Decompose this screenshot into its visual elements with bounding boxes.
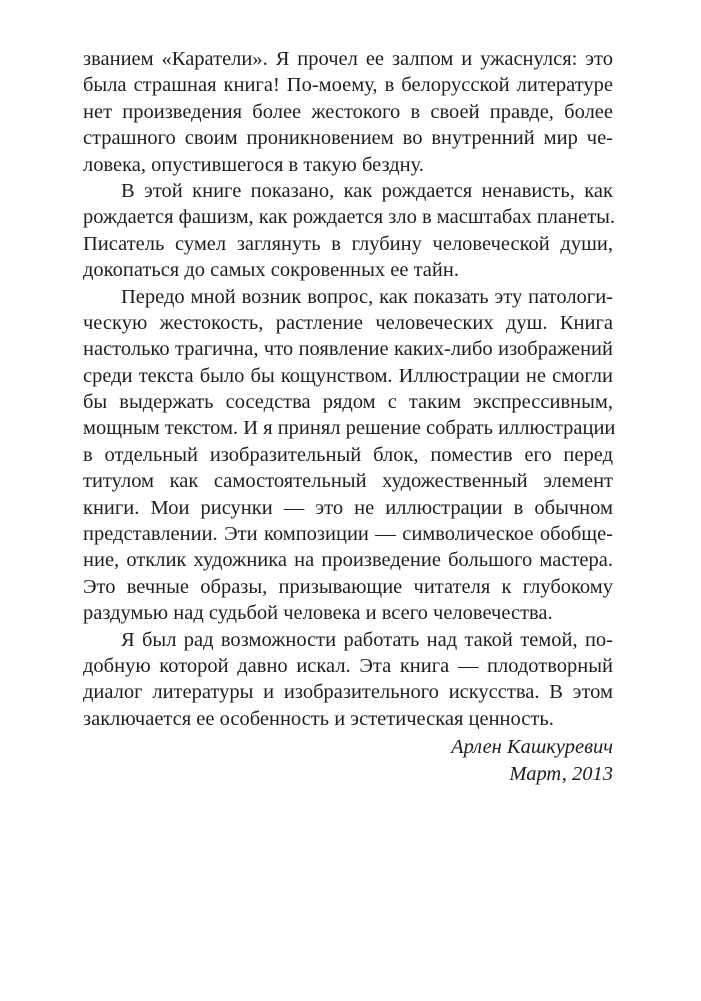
text-line: диалог литературы и изобразительного искусства. В этом: [83, 681, 613, 704]
paragraph-2: [83, 178, 616, 284]
text-line: книги. Мои рисунки — это не иллюстрации в обычном: [83, 496, 613, 519]
text-line: ческую жестокость, растление человеческих душ. Книга: [83, 311, 613, 334]
text-line: Передо мной возник вопрос, как показать эту патологи-: [121, 285, 613, 308]
text-line: была страшная книга! По-моему, в белорусской литературе: [83, 74, 613, 97]
document-page: [83, 46, 616, 785]
text-line: добную которой давно искал. Эта книга — плодотворный: [83, 654, 613, 677]
text-line: настолько трагична, что появление каких-либо изображений: [83, 338, 613, 361]
text-line: мощным текстом. И я принял решение собрать иллюстрации: [83, 417, 616, 440]
signature-name: Арлен Кашкуревич: [451, 736, 613, 758]
text-line: Это вечные образы, призывающие читателя к глубокому: [83, 575, 613, 598]
text-line: представлении. Эти композиции — символическое обобще-: [83, 523, 613, 546]
paragraph-4: [83, 627, 613, 733]
signature-date: Март, 2013: [509, 763, 613, 785]
text-line: титулом как самостоятельный художественный элемент: [83, 470, 613, 493]
text-line: раздумью над судьбой человека и всего человечества.: [83, 602, 553, 625]
text-line: бы выдержать соседства рядом с таким экспрессивным,: [83, 391, 613, 414]
text-line: среди текста было бы кощунством. Иллюстрации не смогли: [83, 364, 613, 387]
paragraph-3: [83, 284, 616, 627]
text-line: Писатель сумел заглянуть в глубину человеческой души,: [83, 232, 613, 255]
paragraph-1: [83, 46, 613, 178]
text-line: В этой книге показано, как рождается ненависть, как: [121, 179, 613, 202]
text-line: докопаться до самых сокровенных ее тайн.: [83, 259, 459, 282]
text-line: страшного своим проникновением во внутренний мир че-: [83, 127, 613, 150]
text-line: ние, отклик художника на произведение большого мастера.: [83, 549, 613, 572]
text-line: ловека, опустившегося в такую бездну.: [83, 153, 424, 176]
text-line: Я был рад возможности работать над такой темой, по-: [121, 628, 613, 651]
text-line: в отдельный изобразительный блок, поместив его перед: [83, 443, 613, 466]
text-line: званием «Каратели». Я прочел ее залпом и ужаснулся: это: [83, 48, 613, 70]
text-line: рождается фашизм, как рождается зло в масштабах планеты.: [83, 206, 616, 229]
text-line: заключается ее особенность и эстетическая ценность.: [83, 707, 554, 730]
text-line: нет произведения более жестокого в своей правде, более: [83, 100, 613, 123]
